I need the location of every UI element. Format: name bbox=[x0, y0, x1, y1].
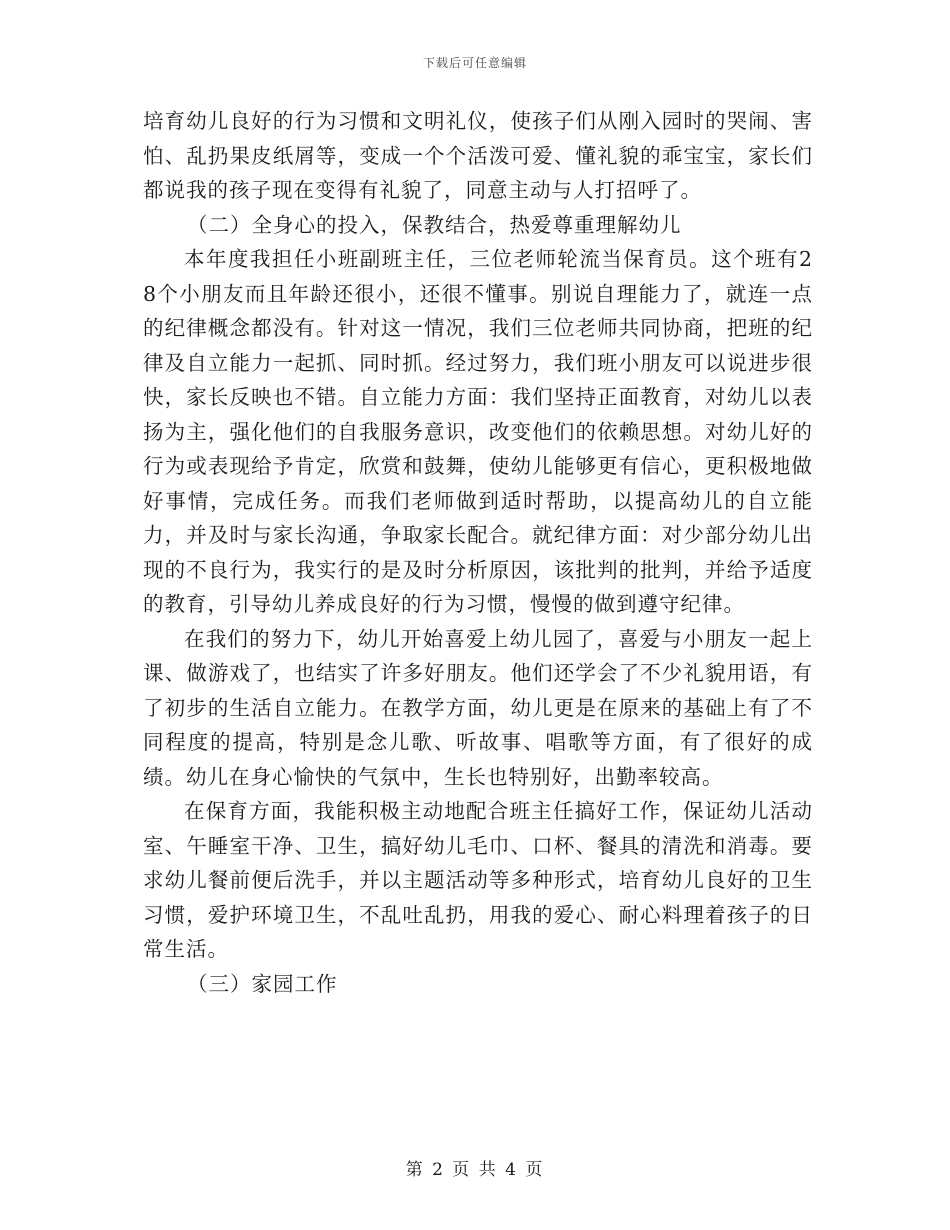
paragraph-discipline: 本年度我担任小班副班主任，三位老师轮流当保育员。这个班有28个小朋友而且年龄还很小，还很不懂事。别说自理能力了，就连一点的纪律概念都没有。针对这一情况，我们三位老师共同协商，把班的纪律及自立能力一起抓、同时抓。经过努力，我们班小朋友可以说进步很快，家长反映也不错。自立能力方面：我们坚持正面教育，对幼儿以表扬为主，强化他们的自我服务意识，改变他们的依赖思想。对幼儿好的行为或表现给予肯定，欣赏和鼓舞，使幼儿能够更有信心，更积极地做好事情，完成任务。而我们老师做到适时帮助，以提高幼儿的自立能力，并及时与家长沟通，争取家长配合。就纪律方面：对少部分幼儿出现的不良行为，我实行的是及时分析原因，该批判的批判，并给予适度的教育，引导幼儿养成良好的行为习惯，慢慢的做到遵守纪律。 bbox=[143, 247, 813, 616]
page-number: 第 2 页 共 4 页 bbox=[405, 1160, 545, 1180]
page-header: 下载后可任意编辑 bbox=[422, 56, 527, 70]
paragraph-progress: 在我们的努力下，幼儿开始喜爱上幼儿园了，喜爱与小朋友一起上课、做游戏了，也结实了许多好朋友。他们还学会了不少礼貌用语，有了初步的生活自立能力。在教学方面，幼儿更是在原来的基础上有了不同程度的提高，特别是念儿歌、听故事、唱歌等方面，有了很好的成绩。幼儿在身心愉快的气氛中，生长也特别好，出勤率较高。 bbox=[143, 626, 813, 789]
section-heading-2: （二）全身心的投入，保教结合，热爱尊重理解幼儿 bbox=[187, 212, 682, 237]
document-body bbox=[143, 104, 813, 1001]
section-heading-3: （三）家园工作 bbox=[187, 971, 338, 996]
paragraph-care: 在保育方面，我能积极主动地配合班主任搞好工作，保证幼儿活动室、午睡室干净、卫生，搞好幼儿毛巾、口杯、餐具的清洗和消毒。要求幼儿餐前便后洗手，并以主题活动等多种形式，培育幼儿良好的卫生习惯，爱护环境卫生，不乱吐乱扔，用我的爱心、耐心料理着孩子的日常生活。 bbox=[143, 799, 813, 961]
paragraph-continuation: 培育幼儿良好的行为习惯和文明礼仪，使孩子们从刚入园时的哭闹、害怕、乱扔果皮纸屑等，变成一个个活泼可爱、懂礼貌的乖宝宝，家长们都说我的孩子现在变得有礼貌了，同意主动与人打招呼了。 bbox=[143, 109, 813, 202]
